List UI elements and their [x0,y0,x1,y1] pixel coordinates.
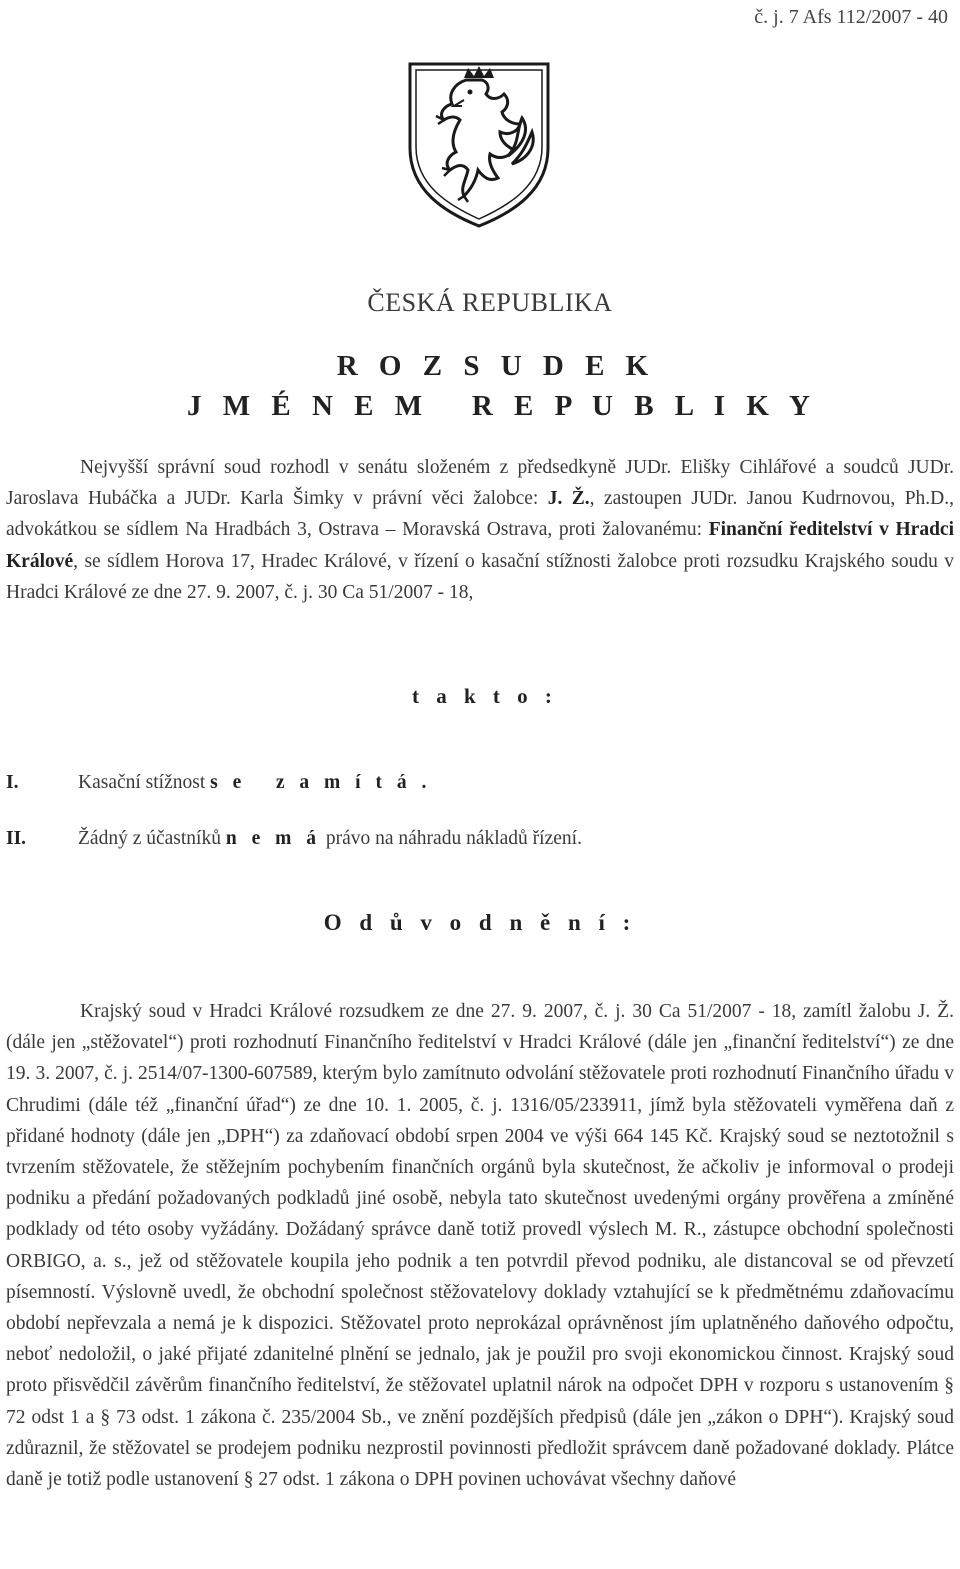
intro-text-1: Nejvyšší správní soud rozhodl v senátu složeném z předsedkyně JUDr. Elišky Cihlářové a soudců JUDr. Jaroslava Hubáčka a JUDr. Karla Šimky v právní věci žalobce: [6,457,954,510]
decision-heading: t a k t o : [412,684,558,708]
coat-of-arms-icon [404,60,554,230]
plaintiff-name: J. Ž. [547,488,590,510]
intro-text-2: , zastoupen JUDr. Janou Kudrnovou, Ph.D., advokátkou se sídlem Na Hradbách 3, Ostrava – Moravská Ostrava, proti žalovanému: [6,488,954,541]
decision-point-text: Kasační stížnost [78,772,211,793]
czech-lion-coat-of-arms-icon [404,60,554,230]
decision-point [6,772,431,794]
verdict-title: R O Z S U D E K [336,350,656,382]
decision-point-text: Žádný z účastníků [78,828,226,849]
case-reference: č. j. 7 Afs 112/2007 - 40 [754,6,948,28]
decision-point [6,828,582,850]
defendant-name: Finanční ředitelství v Hradci Králové [6,519,954,572]
country-name: ČESKÁ REPUBLIKA [367,288,613,317]
verdict-subtitle: J M É N E M R E P U B L I K Y [186,390,817,422]
decision-point-text-after: právo na náhradu nákladů řízení. [320,828,582,849]
decision-point-number: II. [6,828,27,849]
decision-point-number: I. [6,772,19,793]
intro-text-3: , se sídlem Horova 17, Hradec Králové, v řízení o kasační stížnosti žalobce proti rozsudku Krajského soudu v Hradci Králové ze dne 27. 9. 2007, č. j. 30 Ca 51/2007 - 18, [6,550,954,603]
decision-point-verb: s e z a m í t á . [210,772,432,793]
reasoning-paragraph: Krajský soud v Hradci Králové rozsudkem ze dne 27. 9. 2007, č. j. 30 Ca 51/2007 - 18, zamítl žalobu J. Ž. (dále jen „stěžovatel“) proti rozhodnutí Finančního ředitelství v Hradci Králové (dále jen „finanční ředitelství“) ze dne 19. 3. 2007, č. j. 2514/07-1300-607589, kterým bylo zamítnuto odvolání stěžovatele proti rozhodnutí Finančního úřadu v Chrudimi (dále též „finanční úřad“) ze dne 10. 1. 2005, č. j. 1316/05/233911, jímž byla stěžovateli vyměřena daň z přidané hodnoty (dále jen „DPH“) za zdaňovací období srpen 2004 ve výši 664 145 Kč. Krajský soud se neztotožnil s tvrzením stěžovatele, že stěžejním pochybením finančních orgánů byla skutečnost, že ačkoliv je informoval o prodeji podniku a předání požadovaných podkladů jiné osobě, nebyla tato skutečnost uvedenými orgány prověřena a zmíněné podklady od této osoby vyžádány. Dožádaný správce daně totiž provedl výslech M. R., zástupce obchodní společnosti ORBIGO, a. s., jež od stěžovatele koupila jeho podnik a ten potvrdil převod podniku, ale distancoval se od převzetí písemností. Výslovně uvedl, že obchodní společnost stěžovatelovy doklady vztahující se k předmětnému zdaňovacímu období nepřevzala a nemá je k dispozici. Stěžovatel proto neprokázal oprávněnost jím uplatněného daňového odpočtu, neboť nedoložil, o jaké přijaté zdanitelné plnění se jednalo, jak je použil pro svoji ekonomickou činnost. Krajský soud proto přisvědčil závěrům finančního ředitelství, že stěžovatel uplatnil nárok na odpočet DPH v rozporu s ustanovením § 72 odst 1 a § 73 odst. 1 zákona č. 235/2004 Sb., ve znění pozdějších předpisů (dále jen „zákon o DPH“). Krajský soud zdůraznil, že stěžovatel se prodejem podniku nezprostil povinnosti předložit správcem daně požadované doklady. Plátce daně je totiž podle ustanovení § 27 odst. 1 zákona o DPH povinen uchovávat všechny daňové [6,1001,954,1491]
reasoning-heading: O d ů v o d n ě n í : [323,910,637,935]
intro-paragraph [6,452,954,608]
decision-point-verb: n e m á [225,828,321,849]
